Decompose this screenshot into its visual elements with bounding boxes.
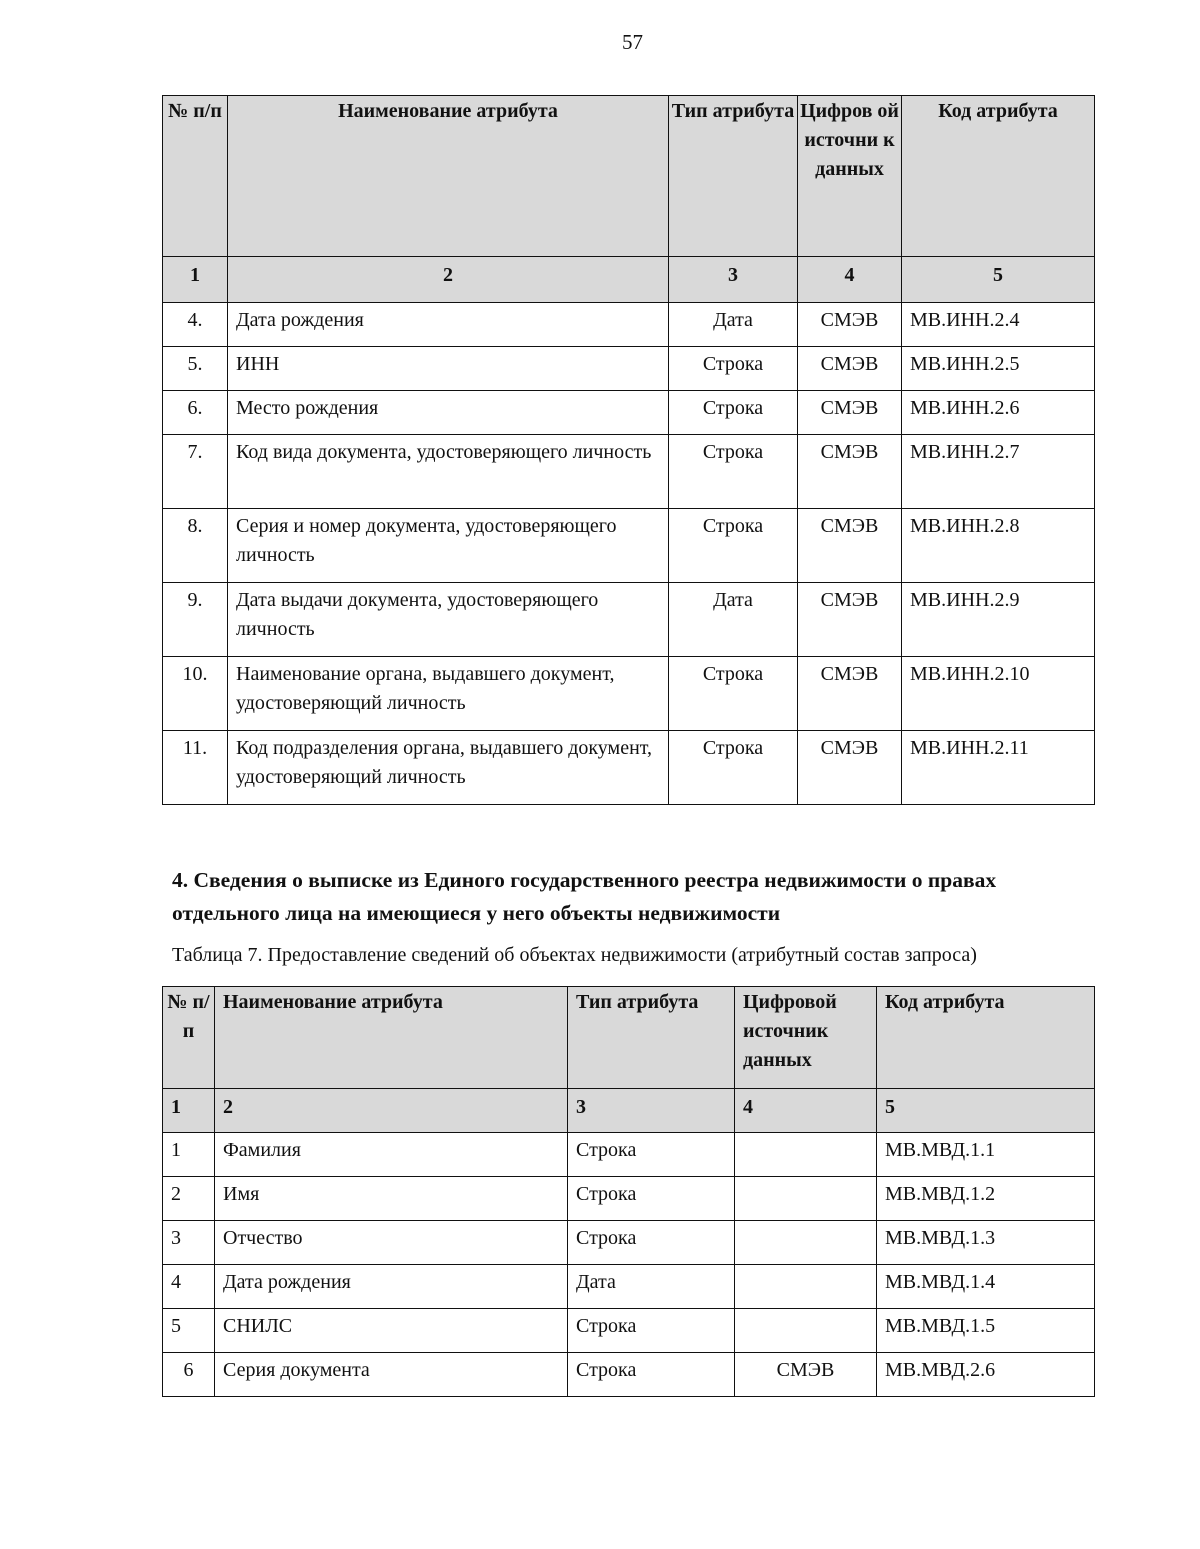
header-attribute-type: Тип атрибута [568,987,735,1089]
column-number: 2 [228,257,669,303]
attribute-code: МВ.МВД.1.2 [877,1177,1095,1221]
attribute-name: Дата рождения [228,303,669,347]
row-number: 2 [163,1177,215,1221]
column-number: 5 [877,1089,1095,1133]
column-number: 3 [568,1089,735,1133]
attribute-name: Код вида документа, удостоверяющего личность [228,435,669,509]
attribute-code: МВ.ИНН.2.8 [902,509,1095,583]
data-source [735,1265,877,1309]
table-row [163,303,1095,347]
row-number: 3 [163,1221,215,1265]
data-source: СМЭВ [798,509,902,583]
data-source: СМЭВ [798,435,902,509]
attribute-code: МВ.МВД.1.3 [877,1221,1095,1265]
header-attribute-code: Код атрибута [877,987,1095,1089]
data-source: СМЭВ [798,731,902,805]
attribute-name: Наименование органа, выдавшего документ, удостоверяющий личность [228,657,669,731]
attribute-type: Строка [669,391,798,435]
row-number: 8. [163,509,228,583]
data-source [735,1221,877,1265]
attribute-type: Строка [568,1133,735,1177]
row-number: 4 [163,1265,215,1309]
attribute-code: МВ.ИНН.2.10 [902,657,1095,731]
table-row [163,731,1095,805]
attribute-code: МВ.ИНН.2.7 [902,435,1095,509]
data-source: СМЭВ [798,583,902,657]
data-source [735,1177,877,1221]
page-number: 57 [622,30,643,54]
attribute-type: Строка [669,347,798,391]
table-row [163,1353,1095,1397]
table-row [163,347,1095,391]
table-row [163,391,1095,435]
data-source [735,1133,877,1177]
attribute-type: Строка [568,1353,735,1397]
header-attribute-type: Тип атрибута [669,96,798,257]
attribute-name: Дата выдачи документа, удостоверяющего личность [228,583,669,657]
table-row [163,435,1095,509]
attribute-type: Дата [669,303,798,347]
table-row [163,1221,1095,1265]
header-data-source: Цифровой источник данных [735,987,877,1089]
column-number: 1 [163,1089,215,1133]
attribute-type: Строка [568,1177,735,1221]
table-caption: Таблица 7. Предоставление сведений об объектах недвижимости (атрибутный состав запроса) [172,944,977,966]
data-source: СМЭВ [798,657,902,731]
header-number: № п/п [163,987,215,1089]
table-row [163,1265,1095,1309]
attribute-type: Дата [669,583,798,657]
attributes-table-property [162,986,1095,1397]
attribute-type: Строка [669,509,798,583]
attribute-code: МВ.МВД.1.1 [877,1133,1095,1177]
column-number: 5 [902,257,1095,303]
column-number: 2 [215,1089,568,1133]
attribute-name: Код подразделения органа, выдавшего документ, удостоверяющий личность [228,731,669,805]
header-data-source: Цифров ой источни к данных [798,96,902,257]
header-attribute-name: Наименование атрибута [228,96,669,257]
attribute-code: МВ.ИНН.2.5 [902,347,1095,391]
row-number: 9. [163,583,228,657]
attribute-type: Строка [669,435,798,509]
table-row [163,509,1095,583]
attribute-type: Строка [568,1221,735,1265]
attribute-name: Место рождения [228,391,669,435]
attribute-code: МВ.ИНН.2.11 [902,731,1095,805]
attributes-table-inn [162,95,1095,805]
column-number-row [163,257,1095,303]
attribute-code: МВ.ИНН.2.9 [902,583,1095,657]
attribute-code: МВ.ИНН.2.6 [902,391,1095,435]
column-number-row [163,1089,1095,1133]
data-source: СМЭВ [798,303,902,347]
table-row [163,583,1095,657]
table-header-row [163,987,1095,1089]
row-number: 10. [163,657,228,731]
row-number: 1 [163,1133,215,1177]
table-row [163,1177,1095,1221]
attribute-type: Строка [669,731,798,805]
column-number: 3 [669,257,798,303]
attribute-name: Дата рождения [215,1265,568,1309]
row-number: 6. [163,391,228,435]
attribute-type: Строка [669,657,798,731]
row-number: 6 [163,1353,215,1397]
attribute-type: Строка [568,1309,735,1353]
attribute-code: МВ.МВД.2.6 [877,1353,1095,1397]
attribute-code: МВ.ИНН.2.4 [902,303,1095,347]
row-number: 5 [163,1309,215,1353]
header-attribute-code: Код атрибута [902,96,1095,257]
row-number: 7. [163,435,228,509]
data-source: СМЭВ [798,347,902,391]
section-heading: 4. Сведения о выписке из Единого государственного реестра недвижимости о правах отдельного лица на имеющиеся у него объекты недвижимости [172,868,997,925]
column-number: 4 [798,257,902,303]
table-row [163,1133,1095,1177]
table-row [163,1309,1095,1353]
column-number: 4 [735,1089,877,1133]
attribute-name: ИНН [228,347,669,391]
row-number: 5. [163,347,228,391]
table-row [163,657,1095,731]
data-source: СМЭВ [735,1353,877,1397]
attribute-name: Имя [215,1177,568,1221]
row-number: 11. [163,731,228,805]
attribute-name: Серия и номер документа, удостоверяющего личность [228,509,669,583]
attribute-name: Фамилия [215,1133,568,1177]
attribute-code: МВ.МВД.1.5 [877,1309,1095,1353]
attribute-type: Дата [568,1265,735,1309]
header-attribute-name: Наименование атрибута [215,987,568,1089]
attribute-name: СНИЛС [215,1309,568,1353]
attribute-code: МВ.МВД.1.4 [877,1265,1095,1309]
attribute-name: Отчество [215,1221,568,1265]
header-number: № п/п [163,96,228,257]
data-source: СМЭВ [798,391,902,435]
table-header-row [163,96,1095,257]
column-number: 1 [163,257,228,303]
data-source [735,1309,877,1353]
row-number: 4. [163,303,228,347]
attribute-name: Серия документа [215,1353,568,1397]
